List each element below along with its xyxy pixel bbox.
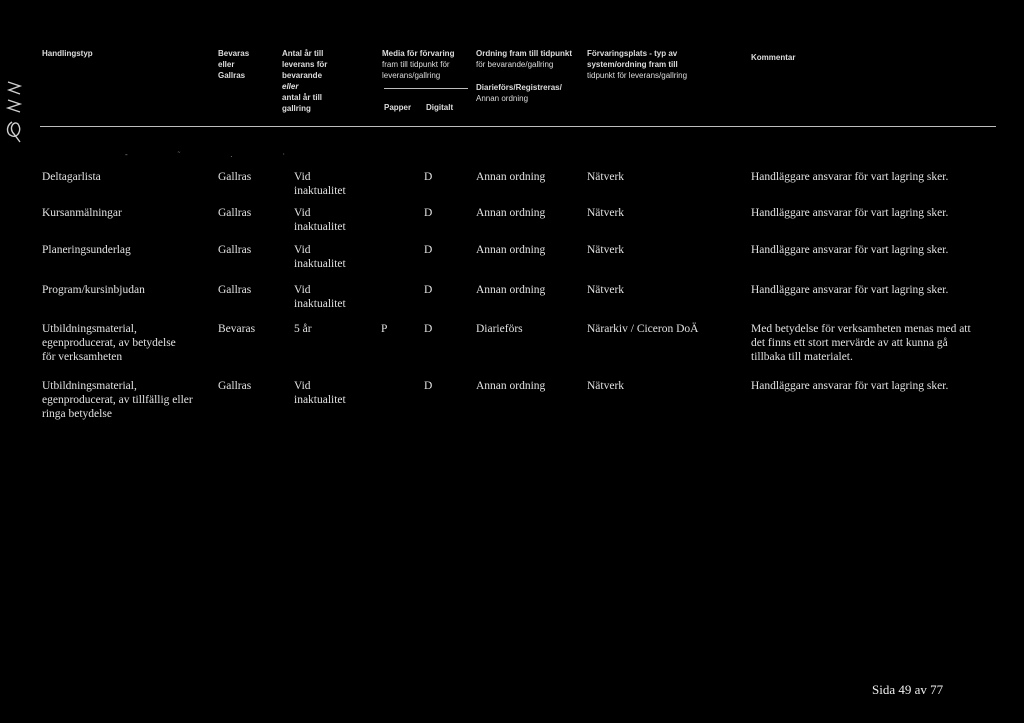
row-5-comment (751, 379, 948, 393)
row-4-comment-line: Med betydelse för verksamheten menas med att (751, 323, 971, 335)
header-forvaringsplats: Förvaringsplats - typ av system/ordning fram till tidpunkt för leverans/gallring (587, 49, 688, 80)
row-3-time (294, 283, 346, 311)
row-1-time (294, 206, 346, 234)
row-1-comment (751, 206, 948, 220)
row-2-comment (751, 243, 948, 257)
row-3-place: Nätverk (587, 284, 625, 296)
row-4-name-line: för verksamheten (42, 351, 123, 363)
row-3-name (42, 283, 145, 297)
row-1-name-line: Kursanmälningar (42, 207, 122, 219)
row-4-place: Närarkiv / Ciceron DoÄ (587, 323, 699, 335)
row-1-place: Nätverk (587, 207, 625, 219)
row-5-comment-line: Handläggare ansvarar för vart lagring sker. (751, 380, 949, 392)
row-5-name-line: egenproducerat, av tillfällig eller (42, 394, 193, 406)
row-4-name-line: Utbildningsmaterial, (42, 323, 137, 335)
row-4-comment-line: det finns ett stort mervärde av att kunna gå (751, 337, 948, 349)
row-5-order: Annan ordning (476, 380, 546, 392)
row-3-status: Gallras (218, 284, 252, 296)
row-4-time (294, 322, 312, 336)
header-diarie: Diarieförs/Registreras/ Annan ordning (476, 83, 562, 103)
row-2-digital: D (424, 244, 433, 256)
row-2-order: Annan ordning (476, 244, 546, 256)
row-5-name-line: ringa betydelse (42, 408, 112, 420)
row-0-comment (751, 170, 948, 184)
row-5-time (294, 379, 346, 407)
header-media: Media för förvaring fram till tidpunkt för leverans/gallring (382, 49, 455, 80)
row-2-name (42, 243, 131, 257)
row-4-order: Diarieförs (476, 323, 523, 335)
row-1-name (42, 206, 122, 220)
row-4-status: Bevaras (218, 323, 256, 335)
header-bevaras: Bevaras eller Gallras (218, 49, 250, 80)
row-2-status: Gallras (218, 244, 252, 256)
row-1-digital: D (424, 207, 433, 219)
row-5-digital: D (424, 380, 433, 392)
row-4-digital: D (424, 323, 433, 335)
row-5-name (42, 379, 193, 421)
row-4-time-line: 5 år (294, 323, 312, 335)
row-4-name-line: egenproducerat, av betydelse (42, 337, 176, 349)
row-3-comment-line: Handläggare ansvarar för vart lagring sker. (751, 284, 949, 296)
row-3-digital: D (424, 284, 433, 296)
scan-artifact-dots: - ˜ . · (125, 150, 309, 159)
row-4-comment-line: tillbaka till materialet. (751, 351, 853, 363)
row-3-order: Annan ordning (476, 284, 546, 296)
row-0-comment-line: Handläggare ansvarar för vart lagring sker. (751, 171, 949, 183)
row-2-time-line: Vid (294, 244, 311, 256)
header-kommentar: Kommentar (751, 53, 796, 62)
row-2-time (294, 243, 346, 271)
row-5-status: Gallras (218, 380, 252, 392)
row-4-comment (751, 322, 971, 364)
header-ordning: Ordning fram till tidpunkt för bevarande/gallring (476, 49, 572, 69)
row-2-name-line: Planeringsunderlag (42, 244, 131, 256)
header-papper: Papper (384, 103, 412, 112)
row-0-time-line: inaktualitet (294, 185, 346, 197)
row-2-time-line: inaktualitet (294, 258, 346, 270)
row-0-place: Nätverk (587, 171, 625, 183)
row-0-name-line: Deltagarlista (42, 171, 101, 183)
row-1-status: Gallras (218, 207, 252, 219)
handwritten-annotation (4, 78, 26, 148)
row-1-time-line: Vid (294, 207, 311, 219)
row-5-place: Nätverk (587, 380, 625, 392)
row-0-order: Annan ordning (476, 171, 546, 183)
row-1-order: Annan ordning (476, 207, 546, 219)
row-5-time-line: Vid (294, 380, 311, 392)
row-3-time-line: Vid (294, 284, 311, 296)
row-0-time-line: Vid (294, 171, 311, 183)
header-media-divider (384, 88, 468, 89)
row-4-paper: P (381, 323, 388, 335)
row-0-digital: D (424, 171, 433, 183)
row-5-time-line: inaktualitet (294, 394, 346, 406)
page-number: Sida 49 av 77 (872, 682, 944, 697)
row-1-time-line: inaktualitet (294, 221, 346, 233)
row-2-place: Nätverk (587, 244, 625, 256)
row-2-comment-line: Handläggare ansvarar för vart lagring sker. (751, 244, 949, 256)
row-3-time-line: inaktualitet (294, 298, 346, 310)
row-0-status: Gallras (218, 171, 252, 183)
row-3-comment (751, 283, 948, 297)
row-1-comment-line: Handläggare ansvarar för vart lagring sker. (751, 207, 949, 219)
header-antal-ar: Antal år till leverans för bevarande eller antal år till gallring (282, 49, 328, 113)
row-4-name (42, 322, 176, 364)
row-5-name-line: Utbildningsmaterial, (42, 380, 137, 392)
row-0-time (294, 170, 346, 198)
header-bottom-rule (40, 126, 996, 127)
header-digitalt: Digitalt (426, 103, 454, 112)
header-handlingstyp: Handlingstyp (42, 49, 93, 58)
row-0-name (42, 170, 101, 184)
row-3-name-line: Program/kursinbjudan (42, 284, 145, 296)
